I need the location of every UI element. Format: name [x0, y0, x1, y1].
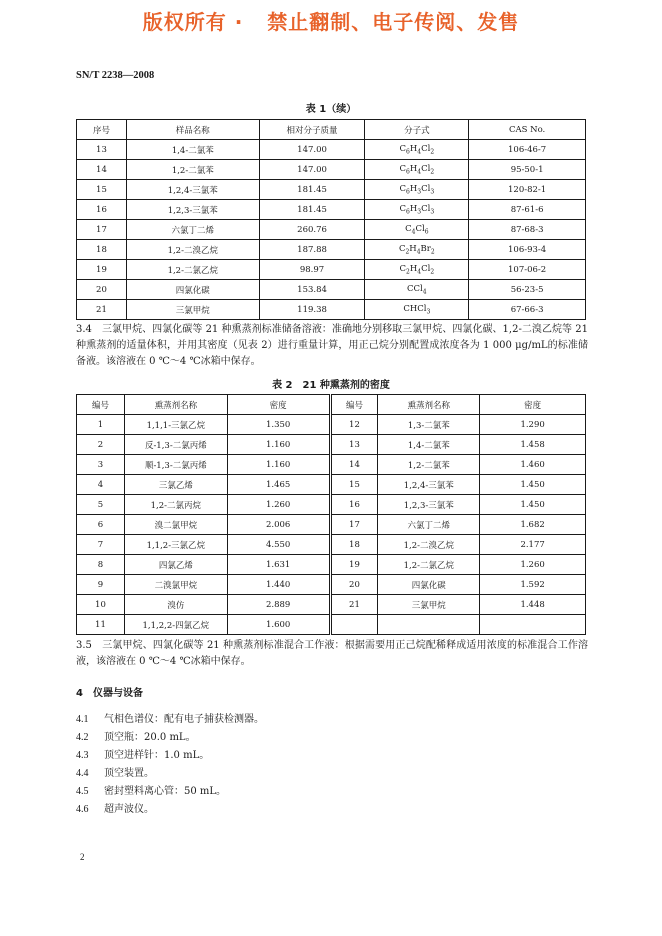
- table2-cell: 10: [77, 595, 125, 615]
- item-number: 4.2: [76, 732, 89, 743]
- table2-cell: 1.460: [480, 455, 586, 475]
- table1-header-cell: CAS No.: [469, 120, 586, 140]
- table2-cell: 6: [77, 515, 125, 535]
- table1-cell: 20: [77, 280, 127, 300]
- table2-cell: [330, 615, 378, 635]
- item-number: 4.3: [76, 750, 89, 761]
- table2-cell: 16: [330, 495, 378, 515]
- table1-cell: 17: [77, 220, 127, 240]
- table2-cell: 4: [77, 475, 125, 495]
- table2-cell: 溴仿: [124, 595, 227, 615]
- item-text: 超声波仪。: [104, 804, 154, 815]
- table2-cell: 7: [77, 535, 125, 555]
- table1-cell: 1,2,4-三氯苯: [126, 180, 259, 200]
- table2-cell: 14: [330, 455, 378, 475]
- table1-row: [77, 240, 586, 260]
- table1-cell: 1,4-二氯苯: [126, 140, 259, 160]
- table2-cell: 二溴氯甲烷: [124, 575, 227, 595]
- table2-cell: 1.290: [480, 415, 586, 435]
- table1-cell: 六氯丁二烯: [126, 220, 259, 240]
- table2-cell: 1.450: [480, 475, 586, 495]
- table2-cell: 15: [330, 475, 378, 495]
- table1-cell: 87-61-6: [469, 200, 586, 220]
- table2-cell: 1,1,1-三氯乙烷: [124, 415, 227, 435]
- item-text: 气相色谱仪：配有电子捕获检测器。: [104, 714, 264, 725]
- list-item: [76, 746, 209, 761]
- table1-row: [77, 280, 586, 300]
- table1-cell: $C_6H_3Cl_3$: [365, 180, 469, 200]
- table2: [76, 394, 586, 635]
- table1-cell: $C_2H_4Br_2$: [365, 240, 469, 260]
- table2-cell: 1.450: [480, 495, 586, 515]
- table2-cell: 四氯化碳: [378, 575, 480, 595]
- page-number: 2: [80, 852, 85, 862]
- table1-cell: 119.38: [259, 300, 365, 320]
- item-number: 4.4: [76, 768, 89, 779]
- table2-cell: 3: [77, 455, 125, 475]
- table2-row: [77, 455, 586, 475]
- item-text: 顶空瓶：20.0 mL。: [104, 732, 196, 743]
- table2-cell: 1,2-二氯丙烷: [124, 495, 227, 515]
- table2-cell: 1.260: [227, 495, 330, 515]
- table2-cell: 8: [77, 555, 125, 575]
- table2-cell: 1,2-二氯苯: [378, 455, 480, 475]
- table2-cell: 1.448: [480, 595, 586, 615]
- table2-cell: 1.682: [480, 515, 586, 535]
- table1-row: [77, 300, 586, 320]
- table1-cell: 147.00: [259, 160, 365, 180]
- table1-row: [77, 200, 586, 220]
- table1-header-cell: 相对分子质量: [259, 120, 365, 140]
- table2-cell: 11: [77, 615, 125, 635]
- table2-cell: [378, 615, 480, 635]
- table2-cell: 9: [77, 575, 125, 595]
- table2-cell: 20: [330, 575, 378, 595]
- table2-header-cell: 编号: [330, 395, 378, 415]
- list-item: [76, 710, 264, 725]
- table2-row: [77, 435, 586, 455]
- table1-cell: 181.45: [259, 180, 365, 200]
- table2-cell: 2.006: [227, 515, 330, 535]
- item-number: 4.6: [76, 804, 89, 815]
- table1-cell: 15: [77, 180, 127, 200]
- table1-cell: 1,2-二氯苯: [126, 160, 259, 180]
- table2-row: [77, 535, 586, 555]
- table2-cell: 17: [330, 515, 378, 535]
- table2-cell: 顺-1,3-二氯丙烯: [124, 455, 227, 475]
- table1-cell: 181.45: [259, 200, 365, 220]
- table2-cell: 4.550: [227, 535, 330, 555]
- table1-cell: 14: [77, 160, 127, 180]
- watermark-banner: 版权所有 · 禁止翻制、电子传阅、发售: [142, 10, 520, 34]
- table2-header-cell: 熏蒸剂名称: [378, 395, 480, 415]
- item-number: 4.5: [76, 786, 89, 797]
- table1: [76, 119, 586, 320]
- paragraph-3-4: 3.4 三氯甲烷、四氯化碳等 21 种熏蒸剂标准储备溶液：准确地分别移取三氯甲烷、四氯化碳、1,2-二溴乙烷等 21 种熏蒸剂的适量体积，并用其密度（见表 2）进行重量计算，用正己烷分别配置成浓度各为 1 000 μg/mL的标准储备液。该溶液在 0 ℃～4 ℃冰箱中保存。: [76, 324, 588, 367]
- table1-cell: $C_4Cl_6$: [365, 220, 469, 240]
- table2-cell: 1.458: [480, 435, 586, 455]
- item-text: 密封塑料离心管：50 mL。: [104, 786, 227, 797]
- table1-row: [77, 140, 586, 160]
- table2-header-row: [77, 395, 586, 415]
- document-code: SN/T 2238—2008: [76, 70, 155, 81]
- table1-cell: 106-46-7: [469, 140, 586, 160]
- list-item: [76, 764, 154, 779]
- table2-cell: 1.631: [227, 555, 330, 575]
- table1-cell: $C_6H_4Cl_2$: [365, 160, 469, 180]
- table1-cell: 153.84: [259, 280, 365, 300]
- table2-cell: 1,1,2,2-四氯乙烷: [124, 615, 227, 635]
- table2-header-cell: 密度: [480, 395, 586, 415]
- table2-row: [77, 495, 586, 515]
- table1-header-cell: 序号: [77, 120, 127, 140]
- table2-row: [77, 475, 586, 495]
- table2-cell: 2: [77, 435, 125, 455]
- table1-cell: 95-50-1: [469, 160, 586, 180]
- table2-cell: 1.440: [227, 575, 330, 595]
- table1-cell: 19: [77, 260, 127, 280]
- table1-cell: 三氯甲烷: [126, 300, 259, 320]
- table1-cell: 107-06-2: [469, 260, 586, 280]
- table2-header-cell: 熏蒸剂名称: [124, 395, 227, 415]
- table1-header-cell: 样品名称: [126, 120, 259, 140]
- table2-cell: 2.889: [227, 595, 330, 615]
- table1-cell: 120-82-1: [469, 180, 586, 200]
- table2-cell: 1,2-二氯乙烷: [378, 555, 480, 575]
- table2-cell: 1,2,4-三氯苯: [378, 475, 480, 495]
- table2-cell: 18: [330, 535, 378, 555]
- table1-row: [77, 220, 586, 240]
- table2-cell: 12: [330, 415, 378, 435]
- table1-cell: 1,2-二氯乙烷: [126, 260, 259, 280]
- table2-cell: 2.177: [480, 535, 586, 555]
- table2-cell: 19: [330, 555, 378, 575]
- table1-cell: 18: [77, 240, 127, 260]
- table2-header-cell: 密度: [227, 395, 330, 415]
- table1-title: 表 1（续）: [305, 104, 357, 115]
- table2-row: [77, 615, 586, 635]
- table2-cell: 1.260: [480, 555, 586, 575]
- table2-row: [77, 595, 586, 615]
- list-item: [76, 782, 226, 797]
- table2-cell: 1.160: [227, 455, 330, 475]
- table2-cell: 1,1,2-三氯乙烷: [124, 535, 227, 555]
- table2-cell: 1.592: [480, 575, 586, 595]
- table1-cell: $C_6H_4Cl_2$: [365, 140, 469, 160]
- table2-cell: 1.350: [227, 415, 330, 435]
- table2-cell: 三氯乙烯: [124, 475, 227, 495]
- table1-cell: 67-66-3: [469, 300, 586, 320]
- table2-title: 表 2 21 种熏蒸剂的密度: [272, 380, 390, 391]
- table2-row: [77, 415, 586, 435]
- section-4-title: 4 仪器与设备: [76, 688, 143, 699]
- table2-cell: 1,4-二氯苯: [378, 435, 480, 455]
- table2-row: [77, 515, 586, 535]
- table2-cell: 1,2,3-三氯苯: [378, 495, 480, 515]
- table1-cell: $C_6H_3Cl_3$: [365, 200, 469, 220]
- table1-cell: 16: [77, 200, 127, 220]
- table1-cell: CCl$_4$: [365, 280, 469, 300]
- table2-cell: 1.600: [227, 615, 330, 635]
- table2-cell: 1,2-二溴乙烷: [378, 535, 480, 555]
- table1-cell: 147.00: [259, 140, 365, 160]
- table2-cell: 1.465: [227, 475, 330, 495]
- table1-cell: 56-23-5: [469, 280, 586, 300]
- table2-cell: 六氯丁二烯: [378, 515, 480, 535]
- table2-header-cell: 编号: [77, 395, 125, 415]
- table1-cell: $C_2H_4Cl_2$: [365, 260, 469, 280]
- table1-row: [77, 180, 586, 200]
- list-item: [76, 800, 154, 815]
- table2-row: [77, 555, 586, 575]
- table2-cell: 1.160: [227, 435, 330, 455]
- table2-cell: 溴二氯甲烷: [124, 515, 227, 535]
- table1-cell: 98.97: [259, 260, 365, 280]
- table2-row: [77, 575, 586, 595]
- table1-row: [77, 160, 586, 180]
- table2-cell: 1,3-二氯苯: [378, 415, 480, 435]
- table2-cell: 反-1,3-二氯丙烯: [124, 435, 227, 455]
- item-text: 顶空进样针：1.0 mL。: [104, 750, 210, 761]
- table2-cell: 三氯甲烷: [378, 595, 480, 615]
- paragraph-3-5: 3.5 三氯甲烷、四氯化碳等 21 种熏蒸剂标准混合工作液：根据需要用正己烷配稀释成适用浓度的标准混合工作溶液，该溶液在 0 ℃～4 ℃冰箱中保存。: [76, 640, 588, 667]
- table1-cell: 1,2-二溴乙烷: [126, 240, 259, 260]
- table1-cell: 四氯化碳: [126, 280, 259, 300]
- list-item: [76, 728, 196, 743]
- table1-cell: 187.88: [259, 240, 365, 260]
- item-number: 4.1: [76, 714, 89, 725]
- table2-cell: [480, 615, 586, 635]
- item-text: 顶空装置。: [104, 768, 154, 779]
- table2-cell: 13: [330, 435, 378, 455]
- table2-cell: 21: [330, 595, 378, 615]
- table1-header-cell: 分子式: [365, 120, 469, 140]
- table2-cell: 1: [77, 415, 125, 435]
- table2-cell: 四氯乙烯: [124, 555, 227, 575]
- table2-cell: 5: [77, 495, 125, 515]
- table1-cell: 21: [77, 300, 127, 320]
- table1-cell: 13: [77, 140, 127, 160]
- table1-cell: 260.76: [259, 220, 365, 240]
- table1-cell: 87-68-3: [469, 220, 586, 240]
- table1-cell: CHCl$_3$: [365, 300, 469, 320]
- table1-cell: 1,2,3-三氯苯: [126, 200, 259, 220]
- table1-cell: 106-93-4: [469, 240, 586, 260]
- table1-row: [77, 260, 586, 280]
- table1-header-row: [77, 120, 586, 140]
